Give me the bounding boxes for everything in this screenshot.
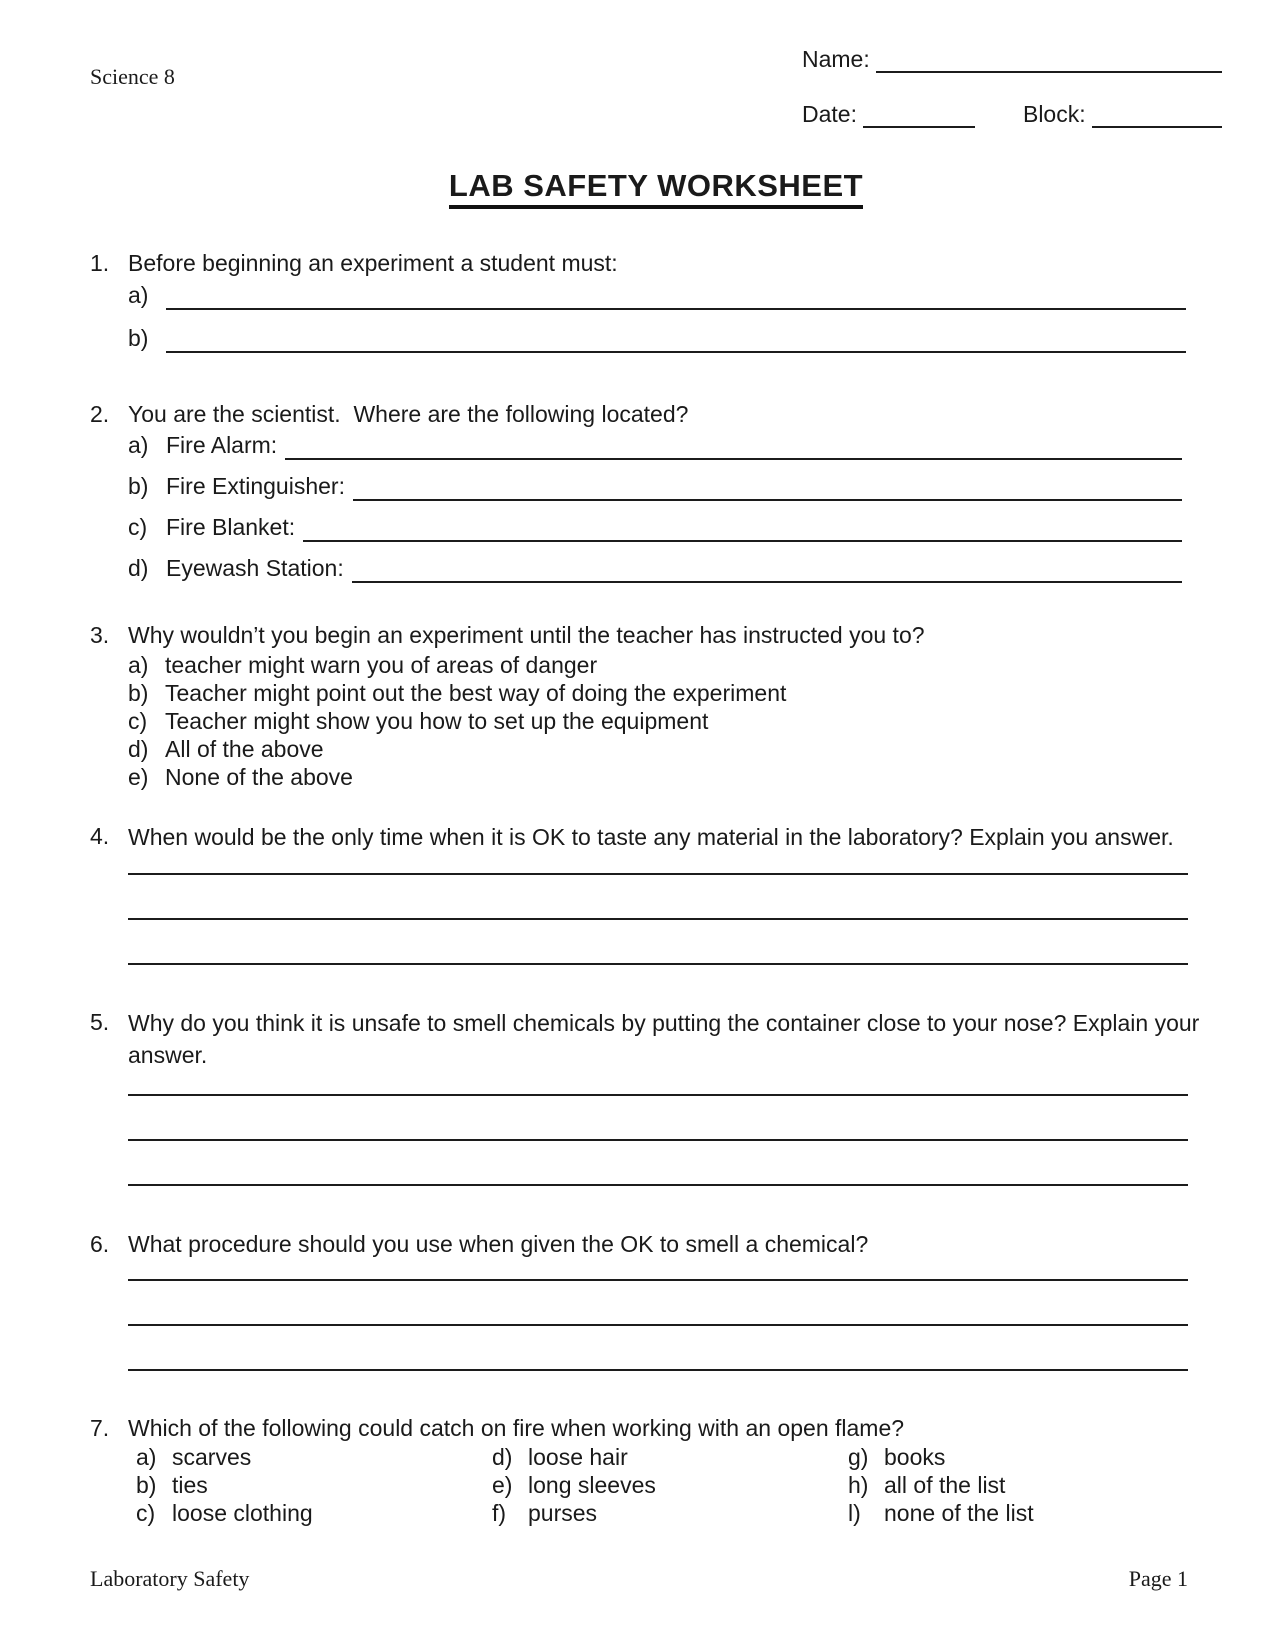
choice-item <box>848 1443 1222 1471</box>
choice-item <box>128 651 1222 679</box>
question-number: 7. <box>90 1415 110 1441</box>
question-7 <box>90 1413 1222 1527</box>
choice-text: long sleeves <box>528 1472 656 1498</box>
block-label: Block: <box>1022 101 1086 127</box>
answer-blank-row <box>128 279 1222 310</box>
choice-text: Teacher might point out the best way of doing the experiment <box>165 680 787 706</box>
item-label: Fire Alarm: <box>166 432 278 458</box>
choice-text: all of the list <box>884 1472 1006 1498</box>
page-footer <box>90 1566 1222 1592</box>
question-3 <box>90 620 1222 791</box>
question-number: 2. <box>90 401 110 427</box>
question-text: When would be the only time when it is OK to taste any material in the laboratory? Explain you answer. <box>128 824 1174 850</box>
choice-text: loose hair <box>528 1444 628 1470</box>
answer-letter: a) <box>128 282 149 308</box>
question-4 <box>90 821 1222 965</box>
question-text: What procedure should you use when given the OK to smell a chemical? <box>128 1231 869 1257</box>
answer-line[interactable] <box>128 1326 1188 1371</box>
choice-item <box>848 1471 1222 1499</box>
footer-page-number: Page 1 <box>1128 1566 1188 1591</box>
question-5 <box>90 1007 1222 1186</box>
labeled-blank-row <box>128 542 1222 583</box>
question-number: 5. <box>90 1009 110 1035</box>
page-title: LAB SAFETY WORKSHEET <box>90 168 1222 204</box>
name-blank-line[interactable] <box>876 47 1222 73</box>
item-label: Fire Blanket: <box>166 514 296 540</box>
answer-line[interactable] <box>128 1259 1188 1281</box>
choice-letter: a) <box>128 652 149 678</box>
choice-text: None of the above <box>165 764 353 790</box>
choice-letter: b) <box>128 680 149 706</box>
answer-line[interactable] <box>285 448 1182 460</box>
student-info-fields <box>802 46 1222 128</box>
question-6 <box>90 1229 1222 1371</box>
answer-area <box>128 1071 1222 1186</box>
choice-letter: f) <box>492 1500 507 1526</box>
choice-list <box>128 651 1222 791</box>
answer-line[interactable] <box>303 530 1182 542</box>
choice-letter: e) <box>128 764 149 790</box>
answer-letter: c) <box>128 514 148 540</box>
choice-item <box>128 679 1222 707</box>
answer-blank-row <box>128 310 1222 353</box>
question-number: 6. <box>90 1231 110 1257</box>
answer-line[interactable] <box>128 1071 1188 1096</box>
question-text: You are the scientist. Where are the following located? <box>128 401 689 427</box>
choice-item <box>492 1471 848 1499</box>
question-number: 1. <box>90 250 110 276</box>
choice-letter: d) <box>492 1444 513 1470</box>
choice-item <box>492 1499 848 1527</box>
course-label: Science 8 <box>90 64 175 89</box>
answer-line[interactable] <box>128 1141 1188 1186</box>
question-text: Why wouldn’t you begin an experiment until the teacher has instructed you to? <box>128 622 925 648</box>
labeled-blank-row <box>128 501 1222 542</box>
choice-text: ties <box>172 1472 208 1498</box>
answer-line[interactable] <box>353 489 1182 501</box>
choice-text: scarves <box>172 1444 252 1470</box>
question-number: 4. <box>90 823 110 849</box>
answer-letter: b) <box>128 473 149 499</box>
question-1 <box>90 248 1222 353</box>
question-text: Why do you think it is unsafe to smell chemicals by putting the container close to your nose? Explain your answer. <box>128 1010 1206 1068</box>
choice-item <box>848 1499 1222 1527</box>
answer-line[interactable] <box>352 571 1182 583</box>
choice-item <box>128 735 1222 763</box>
choice-letter: b) <box>136 1472 157 1498</box>
choice-text: none of the list <box>884 1500 1034 1526</box>
choice-item <box>128 763 1222 791</box>
name-label: Name: <box>802 46 870 72</box>
choice-item <box>136 1499 492 1527</box>
answer-letter: d) <box>128 555 149 581</box>
choice-letter: g) <box>848 1444 869 1470</box>
choice-text: loose clothing <box>172 1500 313 1526</box>
answer-line[interactable] <box>166 298 1186 310</box>
name-field-row <box>802 46 1222 73</box>
choice-letter: d) <box>128 736 149 762</box>
date-blank-line[interactable] <box>863 102 975 128</box>
item-label: Fire Extinguisher: <box>166 473 345 499</box>
date-label: Date: <box>802 101 857 127</box>
labeled-blank-row <box>128 460 1222 501</box>
choice-item <box>128 707 1222 735</box>
option-columns <box>128 1443 1222 1527</box>
answer-area <box>128 853 1222 965</box>
choice-text: Teacher might show you how to set up the equipment <box>165 708 709 734</box>
block-blank-line[interactable] <box>1092 102 1222 128</box>
choice-letter: c) <box>136 1500 156 1526</box>
choice-text: teacher might warn you of areas of danger <box>165 652 598 678</box>
answer-line[interactable] <box>128 1281 1188 1326</box>
choice-letter: h) <box>848 1472 869 1498</box>
choice-letter: a) <box>136 1444 157 1470</box>
choice-letter: l) <box>848 1500 861 1526</box>
answer-area <box>128 1259 1222 1371</box>
answer-line[interactable] <box>128 853 1188 875</box>
answer-line[interactable] <box>128 875 1188 920</box>
choice-item <box>136 1443 492 1471</box>
question-text: Which of the following could catch on fire when working with an open flame? <box>128 1415 905 1441</box>
choice-item <box>136 1471 492 1499</box>
answer-line[interactable] <box>128 920 1188 965</box>
question-text: Before beginning an experiment a student must: <box>128 250 618 276</box>
footer-document-title: Laboratory Safety <box>90 1566 250 1591</box>
answer-line[interactable] <box>166 341 1186 353</box>
item-label: Eyewash Station: <box>166 555 344 581</box>
choice-text: All of the above <box>165 736 324 762</box>
question-number: 3. <box>90 622 110 648</box>
choice-letter: c) <box>128 708 148 734</box>
question-2 <box>90 399 1222 583</box>
page-header <box>90 46 1222 128</box>
answer-line[interactable] <box>128 1096 1188 1141</box>
answer-letter: b) <box>128 325 149 351</box>
date-block-row <box>802 101 1222 128</box>
labeled-blank-row <box>128 429 1222 460</box>
choice-item <box>492 1443 848 1471</box>
answer-letter: a) <box>128 432 149 458</box>
choice-text: books <box>884 1444 946 1470</box>
choice-letter: e) <box>492 1472 513 1498</box>
choice-text: purses <box>528 1500 598 1526</box>
